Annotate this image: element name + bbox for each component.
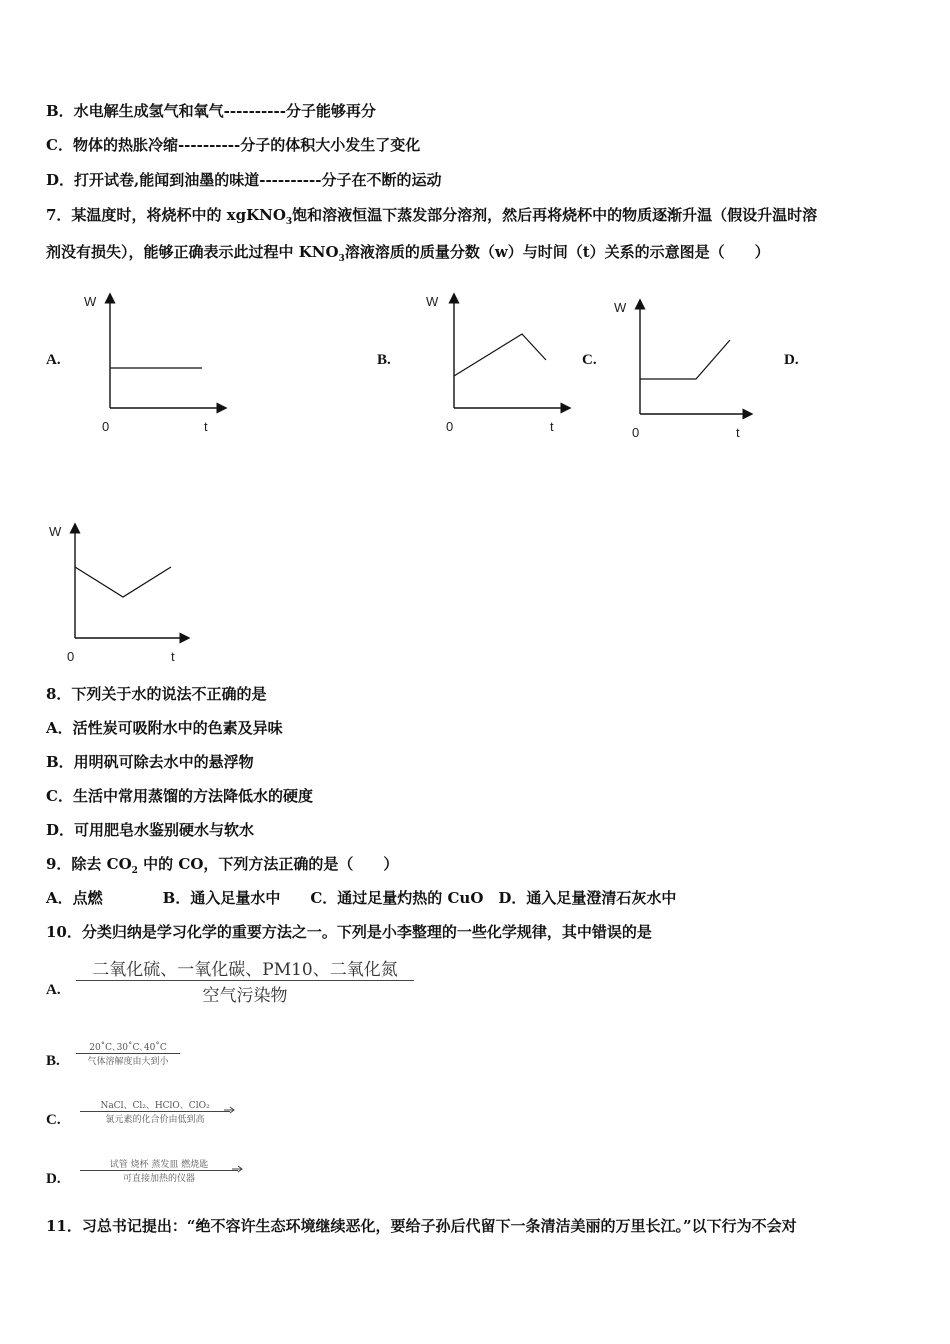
t-label: t [171, 649, 175, 664]
q10-option-a-letter: A. [46, 982, 61, 998]
q10-d-denominator: 可直接加热的仪器 [122, 1174, 195, 1184]
q9-options: A．点燃 B．通入足量水中 C．通过足量灼热的 CuO D．通入足量澄清石灰水中 [46, 889, 677, 907]
q10-a-numerator: 二氧化硫、一氧化碳、PM10、二氧化氮 [92, 960, 398, 980]
w-label: W [614, 300, 627, 315]
t-label: t [736, 425, 740, 440]
graph-b-curve [454, 334, 546, 376]
q10-c-arrow-icon [224, 1105, 236, 1115]
q10-b-denominator: 气体溶解度由大到小 [87, 1057, 169, 1067]
q8-option-b: B．用明矾可除去水中的悬浮物 [46, 753, 254, 771]
q7-graph-c [610, 296, 760, 446]
q10-option-b-letter: B. [46, 1053, 60, 1069]
q10-a-denominator: 空气污染物 [202, 986, 288, 1006]
t-label: t [550, 419, 554, 434]
q7-graph-b [424, 290, 574, 440]
q9-stem: 9．除去 $CO_2$ 中的 CO，下列方法正确的是（ ） [46, 855, 399, 876]
q10-d-arrow-icon [232, 1164, 244, 1174]
w-label: W [84, 294, 97, 309]
q10-c-numerator: NaCl、Cl₂、HClO、ClO₂ [100, 1101, 210, 1111]
q10-option-d-letter: D. [46, 1171, 61, 1187]
q7-option-c-letter: C. [582, 352, 597, 368]
q7-option-a-letter: A. [46, 352, 61, 368]
q7-stem-line1: 7．某温度时，将烧杯中的 xgKNO$_3$饱和溶液恒温下蒸发部分溶剂，然后再将烧杯中的物质逐渐升温（假设升温时溶 [46, 206, 818, 227]
q10-b-numerator: 20˚C､30˚C､40˚C [89, 1043, 167, 1053]
q8-option-d: D．可用肥皂水鉴别硬水与软水 [46, 821, 255, 839]
origin-label: 0 [446, 419, 454, 434]
q10-option-a-fraction [76, 955, 414, 1006]
q6-option-c: C．物体的热胀冷缩----------分子的体积大小发生了变化 [46, 136, 421, 154]
origin-label: 0 [67, 649, 75, 664]
q7-graph-a [80, 290, 230, 440]
q7-stem-line2: 剂没有损失），能够正确表示此过程中 $KNO_3$溶液溶质的质量分数（w）与时间（t）关系的示意图是（ ） [46, 243, 770, 264]
q10-d-numerator: 试管 烧杯 蒸发皿 燃烧匙 [109, 1160, 209, 1170]
w-label: W [49, 524, 62, 539]
q10-c-denominator: 氯元素的化合价由低到高 [105, 1115, 205, 1125]
q10-option-d-fraction [80, 1157, 238, 1184]
q8-option-a: A．活性炭可吸附水中的色素及异味 [46, 719, 283, 737]
q10-option-b-fraction [76, 1040, 180, 1067]
t-label: t [204, 419, 208, 434]
w-label: W [426, 294, 439, 309]
q6-option-d: D．打开试卷,能闻到油墨的味道----------分子在不断的运动 [46, 171, 442, 189]
q7-option-d-letter: D. [784, 352, 799, 368]
q8-stem: 8．下列关于水的说法不正确的是 [46, 685, 267, 703]
origin-label: 0 [632, 425, 640, 440]
q8-option-c: C．生活中常用蒸馏的方法降低水的硬度 [46, 787, 313, 805]
q10-option-c-letter: C. [46, 1112, 61, 1128]
q7-graph-d [45, 520, 195, 670]
origin-label: 0 [102, 419, 110, 434]
q6-option-b: B．水电解生成氢气和氧气----------分子能够再分 [46, 102, 376, 120]
graph-d-curve [75, 567, 171, 597]
q10-stem: 10．分类归纳是学习化学的重要方法之一。下列是小李整理的一些化学规律，其中错误的是 [46, 923, 652, 941]
q10-option-c-fraction [80, 1098, 230, 1125]
q11-stem: 11．习总书记提出：“绝不容许生态环境继续恶化，要给子孙后代留下一条清洁美丽的万里长江。”以下行为不会对 [46, 1217, 797, 1235]
graph-c-curve [640, 340, 730, 379]
q7-option-b-letter: B. [377, 352, 391, 368]
